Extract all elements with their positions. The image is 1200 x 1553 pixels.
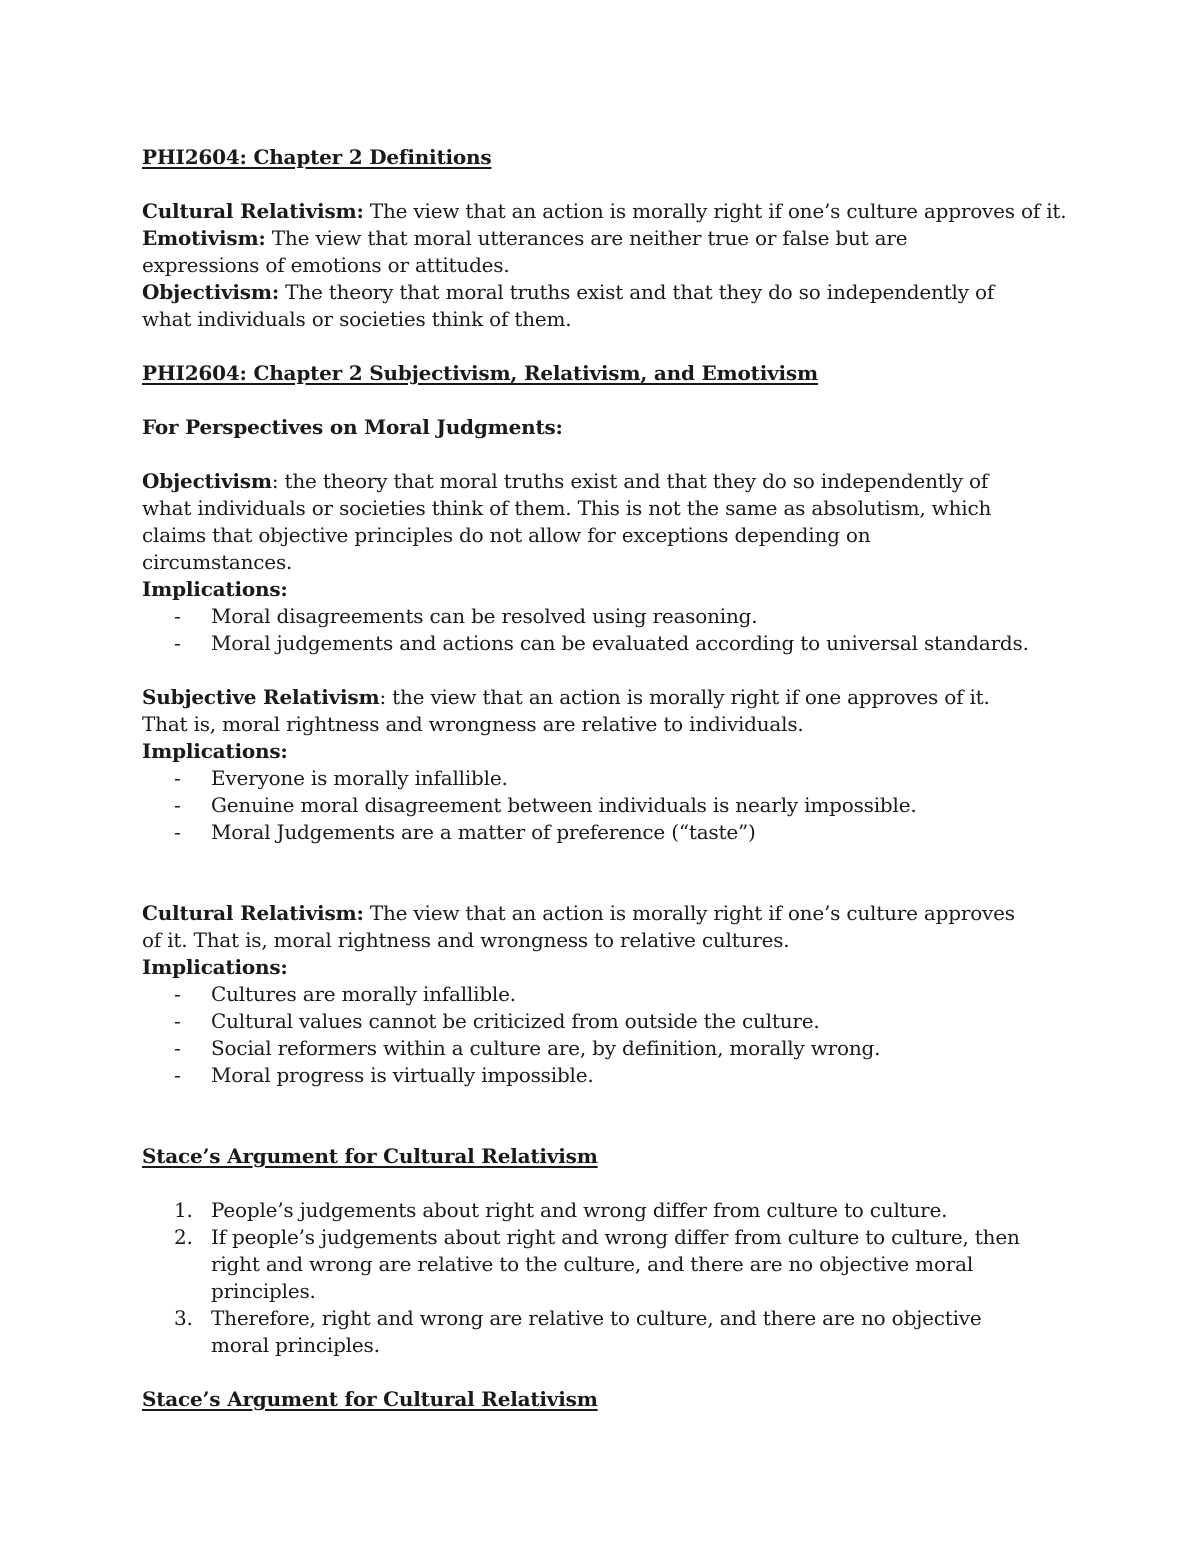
list-item-text: Cultures are morally infallible. [211,982,516,1006]
dash-marker: - [174,982,181,1006]
step-text: If people’s judgements about right and wrong differ from culture to culture, then right and wrong are relative to the culture, and there are no objective moral principles. [211,1225,1020,1303]
stace-argument-heading-repeat: Stace’s Argument for Cultural Relativism [142,1387,598,1411]
definition-objectivism [142,279,1002,333]
step-text: Therefore, right and wrong are relative to culture, and there are no objective moral principles. [211,1306,982,1357]
list-item-text: Moral progress is virtually impossible. [211,1063,594,1087]
dash-marker: - [174,604,181,628]
list-item-text: Moral Judgements are a matter of preference (“taste”) [211,820,756,844]
definition-text: The view that moral utterances are neither true or false but are expressions of emotions or attitudes. [142,226,908,277]
cultural-relativism-paragraph [142,900,1022,954]
step-text: People’s judgements about right and wrong differ from culture to culture. [211,1198,948,1222]
list-item [142,792,1082,819]
definition-text: The theory that moral truths exist and that they do so independently of what individuals or societies think of them. [142,280,995,331]
definition-term: Objectivism: [142,280,280,304]
list-item-text: Everyone is morally infallible. [211,766,508,790]
list-item [142,1062,1082,1089]
chapter2-heading: PHI2604: Chapter 2 Subjectivism, Relativism, and Emotivism [142,361,818,385]
dash-marker: - [174,631,181,655]
list-item [142,603,1082,630]
objectivism-paragraph [142,468,1012,576]
definition-term: Cultural Relativism: [142,199,364,223]
list-item [142,1008,1082,1035]
implications-label: Implications: [142,577,288,601]
objectivism-term: Objectivism [142,469,272,493]
subjective-relativism-text: : the view that an action is morally right if one approves of it. That is, moral rightness and wrongness are relative to individuals. [142,685,990,736]
definition-text: The view that an action is morally right if one’s culture approves of it. [363,199,1067,223]
list-item [142,1305,991,1359]
definitions-heading: PHI2604: Chapter 2 Definitions [142,145,492,169]
stace-argument-heading: Stace’s Argument for Cultural Relativism [142,1144,598,1168]
dash-marker: - [174,766,181,790]
document-page [142,144,1082,1413]
list-item-text: Cultural values cannot be criticized from outside the culture. [211,1009,820,1033]
perspectives-subheading: For Perspectives on Moral Judgments: [142,415,563,439]
dash-marker: - [174,820,181,844]
cultural-relativism-term: Cultural Relativism: [142,901,364,925]
step-number: 2. [174,1225,193,1249]
definition-emotivism [142,225,1002,279]
cultural-relativism-text: The view that an action is morally right if one’s culture approves of it. That is, moral rightness and wrongness to relative cultures. [142,901,1015,952]
implications-label: Implications: [142,955,288,979]
step-number: 3. [174,1306,193,1330]
stace-argument-steps [142,1197,1062,1359]
dash-marker: - [174,793,181,817]
list-item-text: Genuine moral disagreement between individuals is nearly impossible. [211,793,917,817]
list-item [142,630,1082,657]
list-item [142,765,1082,792]
objectivism-implications-list [142,603,1082,657]
list-item-text: Moral judgements and actions can be evaluated according to universal standards. [211,631,1029,655]
list-item-text: Moral disagreements can be resolved using reasoning. [211,604,758,628]
definition-cultural-relativism [142,198,1082,225]
subjective-relativism-term: Subjective Relativism [142,685,380,709]
dash-marker: - [174,1063,181,1087]
cultural-relativism-implications-list [142,981,1082,1089]
objectivism-text: : the theory that moral truths exist and that they do so independently of what individuals or societies think of them. This is not the same as absolutism, which claims that objective principles do not allow for exceptions depending on circumstances. [142,469,992,574]
list-item [142,1197,1062,1224]
list-item [142,819,1082,846]
list-item [142,1035,1082,1062]
definition-term: Emotivism: [142,226,266,250]
dash-marker: - [174,1036,181,1060]
subjective-relativism-paragraph [142,684,1022,738]
step-number: 1. [174,1198,193,1222]
subjective-relativism-implications-list [142,765,1082,846]
list-item [142,981,1082,1008]
list-item-text: Social reformers within a culture are, by definition, morally wrong. [211,1036,881,1060]
dash-marker: - [174,1009,181,1033]
implications-label: Implications: [142,739,288,763]
list-item [142,1224,1062,1305]
